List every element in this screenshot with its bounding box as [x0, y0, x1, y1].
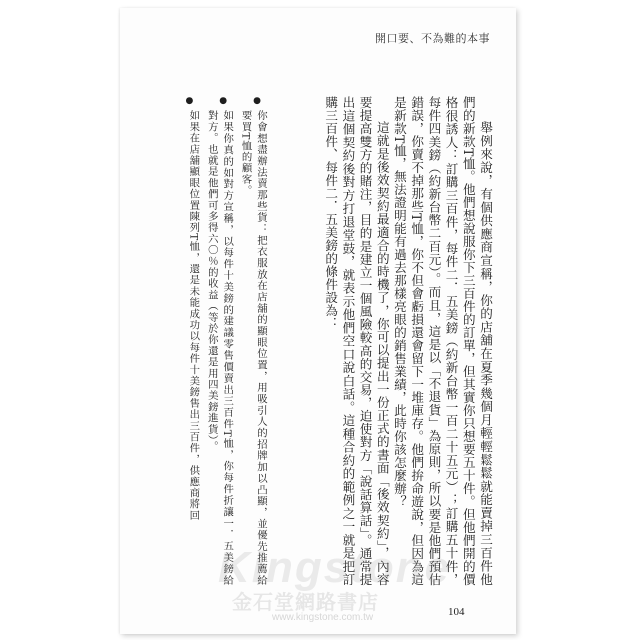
- bullet-text: 你會想盡辦法賣那些貨：把衣服放在店舖的顯眼位置，用吸引人的招牌加以凸顯，並優先推薦給要買T恤的顧客。: [239, 110, 267, 586]
- bullet-dot-icon: ●: [184, 96, 195, 107]
- page-number: 104: [448, 606, 465, 618]
- bullet-text: 如果你真的如對方宣稱，以每件十美鎊的建議零售價賣出三百件T恤，你每件折讓一．五美鎊給對方。也就是他們可多得六〇％的收益（等於你還是用四美鎊進貨）。: [205, 110, 234, 586]
- paragraph-2: 這就是後效契約最適合的時機了，你可以提出一份正式的書面「後效契約」，內容要提高雙方的賭注，目的是建立一個風險較高的交易，迫使對方「說話算話」。通常提出這個契約後對方打退堂鼓，就表示他們空口說白話。這種合約的範例之一就是把訂購三百件、每件二．五美鎊的條件設為：: [323, 96, 390, 586]
- condition-bullet-list: [168, 96, 268, 586]
- bullet-item: [185, 96, 200, 586]
- bullet-dot-icon: ●: [218, 96, 229, 107]
- watermark-url: www.kingstone.com.tw: [272, 612, 374, 623]
- bullet-text: 如果在店舖顯眼位置陳列T恤，還是未能成功以每件十美鎊售出三百件，供應商將回: [187, 110, 200, 521]
- paragraph-1: 舉例來說，有個供應商宣稱，你的店舖在夏季幾個月輕輕鬆鬆就能賣掉三百件他們的新款T恤。他們想說服你下三百件的訂單，但其實你只想要五十件。但他們開的價格很誘人：訂購三百件，每件二．五美鎊（約新台幣一百二十五元）；訂購五十件，每件四美鎊（約新台幣二百元）。而且，這是以「不退貨」為原則，所以要是他們預估錯誤，你賣不掉那些T恤，你不但會虧損還會留下一堆庫存。他們拚命遊說，但因為這是新款T恤，無法證明能有過去那樣亮眼的銷售業績，此時你該怎麼辦？: [391, 96, 493, 586]
- bullet-dot-icon: ●: [252, 96, 262, 107]
- bullet-item: [203, 96, 234, 586]
- bullet-item: [237, 96, 268, 586]
- watermark-logo: Kingstone: [218, 543, 452, 592]
- main-body-text: [284, 96, 494, 586]
- running-header: 開口要、不為難的本事: [375, 32, 490, 45]
- watermark-store-name: 金石堂網路書店: [232, 590, 379, 614]
